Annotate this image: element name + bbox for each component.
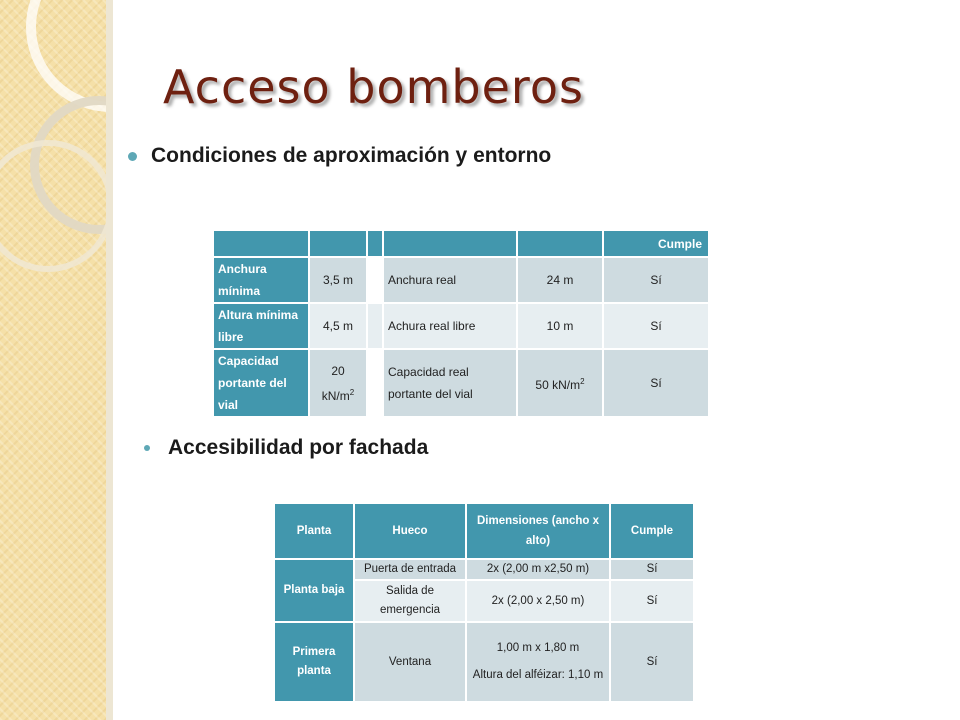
min-value	[309, 349, 367, 417]
cumple-value: Sí	[610, 559, 694, 580]
cumple-value: Sí	[603, 303, 709, 349]
decorative-ring	[0, 140, 106, 272]
header-hueco: Hueco	[354, 503, 466, 559]
real-label: Anchura real	[383, 257, 517, 303]
min-value: 3,5 m	[309, 257, 367, 303]
unit-exponent: 2	[580, 376, 585, 386]
facade-accessibility-table	[273, 502, 695, 703]
real-label: Achura real libre	[383, 303, 517, 349]
table-row	[213, 257, 709, 303]
min-value: 4,5 m	[309, 303, 367, 349]
table-header-row	[213, 230, 709, 257]
real-value: 10 m	[517, 303, 603, 349]
bullet-approach-conditions	[128, 144, 551, 168]
row-label: Capacidad portante del vial	[213, 349, 309, 417]
bullet-text: Condiciones de aproximación y entorno	[151, 144, 552, 167]
dimension-value: 2x (2,00 m x2,50 m)	[466, 559, 610, 580]
table-row	[274, 622, 694, 702]
slide-title: Acceso bomberos	[163, 60, 584, 114]
header-cell	[383, 230, 517, 257]
header-cell: Cumple	[603, 230, 709, 257]
dimension-value	[466, 622, 610, 702]
cumple-value: Sí	[603, 349, 709, 417]
spacer-cell	[367, 303, 383, 349]
header-cell	[213, 230, 309, 257]
spacer-cell	[367, 257, 383, 303]
row-label: Anchura mínima	[213, 257, 309, 303]
cumple-value: Sí	[610, 622, 694, 702]
hueco-value: Puerta de entrada	[354, 559, 466, 580]
cumple-value: Sí	[610, 580, 694, 622]
dimension-line: 1,00 m x 1,80 m	[496, 642, 580, 654]
hueco-value: Ventana	[354, 622, 466, 702]
header-cell	[309, 230, 367, 257]
real-value: 24 m	[517, 257, 603, 303]
real-value	[517, 349, 603, 417]
dimension-value: 2x (2,00 x 2,50 m)	[466, 580, 610, 622]
real-value-text: 50 kN/m	[535, 377, 581, 392]
bullet-dot-icon	[144, 445, 150, 451]
row-label: Altura mínima libre	[213, 303, 309, 349]
header-cumple: Cumple	[610, 503, 694, 559]
table-row	[274, 559, 694, 580]
header-cell	[367, 230, 383, 257]
table-row	[213, 303, 709, 349]
decorative-side-strip	[0, 0, 106, 720]
min-value-text: 20 kN/m	[321, 363, 350, 403]
bullet-dot-icon	[128, 152, 137, 161]
header-dimensiones: Dimensiones (ancho x alto)	[466, 503, 610, 559]
approach-conditions-table	[212, 229, 710, 418]
bullet-text: Accesibilidad por fachada	[168, 436, 429, 459]
table-header-row	[274, 503, 694, 559]
cumple-value: Sí	[603, 257, 709, 303]
planta-label: Planta baja	[274, 559, 354, 622]
planta-label: Primera planta	[274, 622, 354, 702]
header-planta: Planta	[274, 503, 354, 559]
strip-divider	[106, 0, 113, 720]
sill-height-line: Altura del alféizar: 1,10 m	[472, 669, 604, 681]
hueco-value: Salida de emergencia	[354, 580, 466, 622]
table-row	[213, 349, 709, 417]
spacer-cell	[367, 349, 383, 417]
unit-exponent: 2	[349, 387, 355, 397]
real-label: Capacidad real portante del vial	[383, 349, 517, 417]
bullet-facade-accessibility	[144, 436, 428, 460]
header-cell	[517, 230, 603, 257]
